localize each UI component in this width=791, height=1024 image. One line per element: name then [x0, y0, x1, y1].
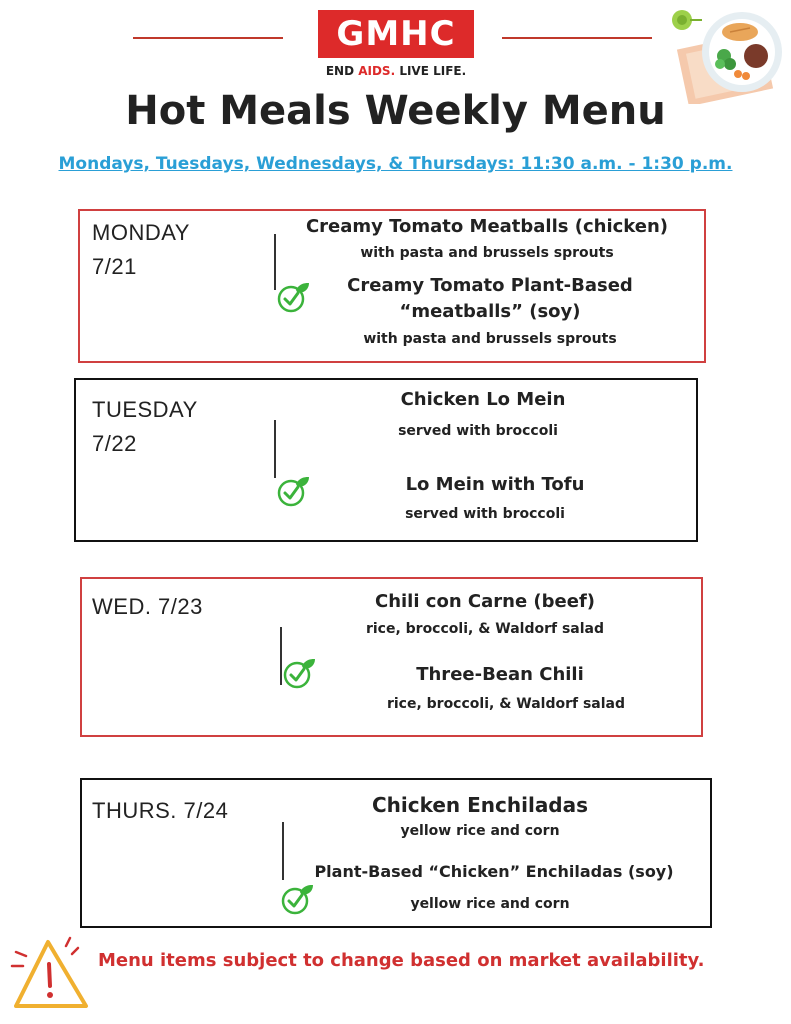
thursday-alt-side: yellow rice and corn: [410, 896, 570, 912]
thursday-alt-dish: Plant-Based “Chicken” Enchiladas (soy): [314, 862, 674, 881]
monday-alt-side: with pasta and brussels sprouts: [363, 331, 617, 347]
page-title: Hot Meals Weekly Menu: [125, 88, 666, 134]
monday-alt-line2: “meatballs” (soy): [399, 301, 581, 322]
tuesday-alt-dish: Lo Mein with Tofu: [405, 474, 585, 495]
day-date: 7/21: [92, 254, 137, 279]
leaf-check-icon: [276, 474, 310, 508]
leaf-check-icon: [282, 656, 316, 690]
wednesday-day-label: WED. 7/23: [92, 594, 203, 619]
monday-day-label: [92, 216, 190, 284]
thursday-main-dish: Chicken Enchiladas: [371, 793, 589, 817]
tuesday-divider: [274, 420, 276, 478]
tagline: [300, 64, 492, 78]
gmhc-logo: GMHC: [318, 10, 474, 58]
warning-triangle-icon: [8, 932, 94, 1016]
wednesday-alt-side: rice, broccoli, & Waldorf salad: [386, 696, 626, 712]
day-name: MONDAY: [92, 220, 190, 245]
tuesday-day-label: [92, 393, 198, 461]
tuesday-main-dish: Chicken Lo Mein: [400, 389, 566, 410]
wednesday-main-dish: Chili con Carne (beef): [374, 591, 596, 612]
leaf-check-icon: [276, 280, 310, 314]
monday-alt-line1: Creamy Tomato Plant-Based: [347, 275, 633, 296]
schedule-link[interactable]: Mondays, Tuesdays, Wednesdays, & Thursdays: 11:30 a.m. - 1:30 p.m.: [58, 154, 733, 174]
tagline-prefix: END: [325, 64, 359, 78]
availability-notice: Menu items subject to change based on market availability.: [98, 950, 705, 971]
wednesday-alt-dish: Three-Bean Chili: [416, 664, 584, 685]
header-rule-left: [133, 37, 283, 39]
leaf-check-icon: [280, 882, 314, 916]
monday-main-side: with pasta and brussels sprouts: [360, 245, 614, 261]
tuesday-main-side: served with broccoli: [398, 423, 558, 439]
thursday-divider: [282, 822, 284, 880]
tagline-accent: AIDS.: [358, 64, 396, 78]
day-date: 7/22: [92, 431, 137, 456]
monday-main-dish: Creamy Tomato Meatballs (chicken): [305, 216, 669, 237]
tagline-suffix: LIVE LIFE.: [395, 64, 467, 78]
thursday-day-label: THURS. 7/24: [92, 798, 229, 823]
monday-alt-dish: [320, 273, 660, 325]
tuesday-alt-side: served with broccoli: [405, 506, 565, 522]
day-name: TUESDAY: [92, 397, 198, 422]
wednesday-main-side: rice, broccoli, & Waldorf salad: [365, 621, 605, 637]
thursday-main-side: yellow rice and corn: [400, 823, 560, 839]
header-rule-right: [502, 37, 652, 39]
